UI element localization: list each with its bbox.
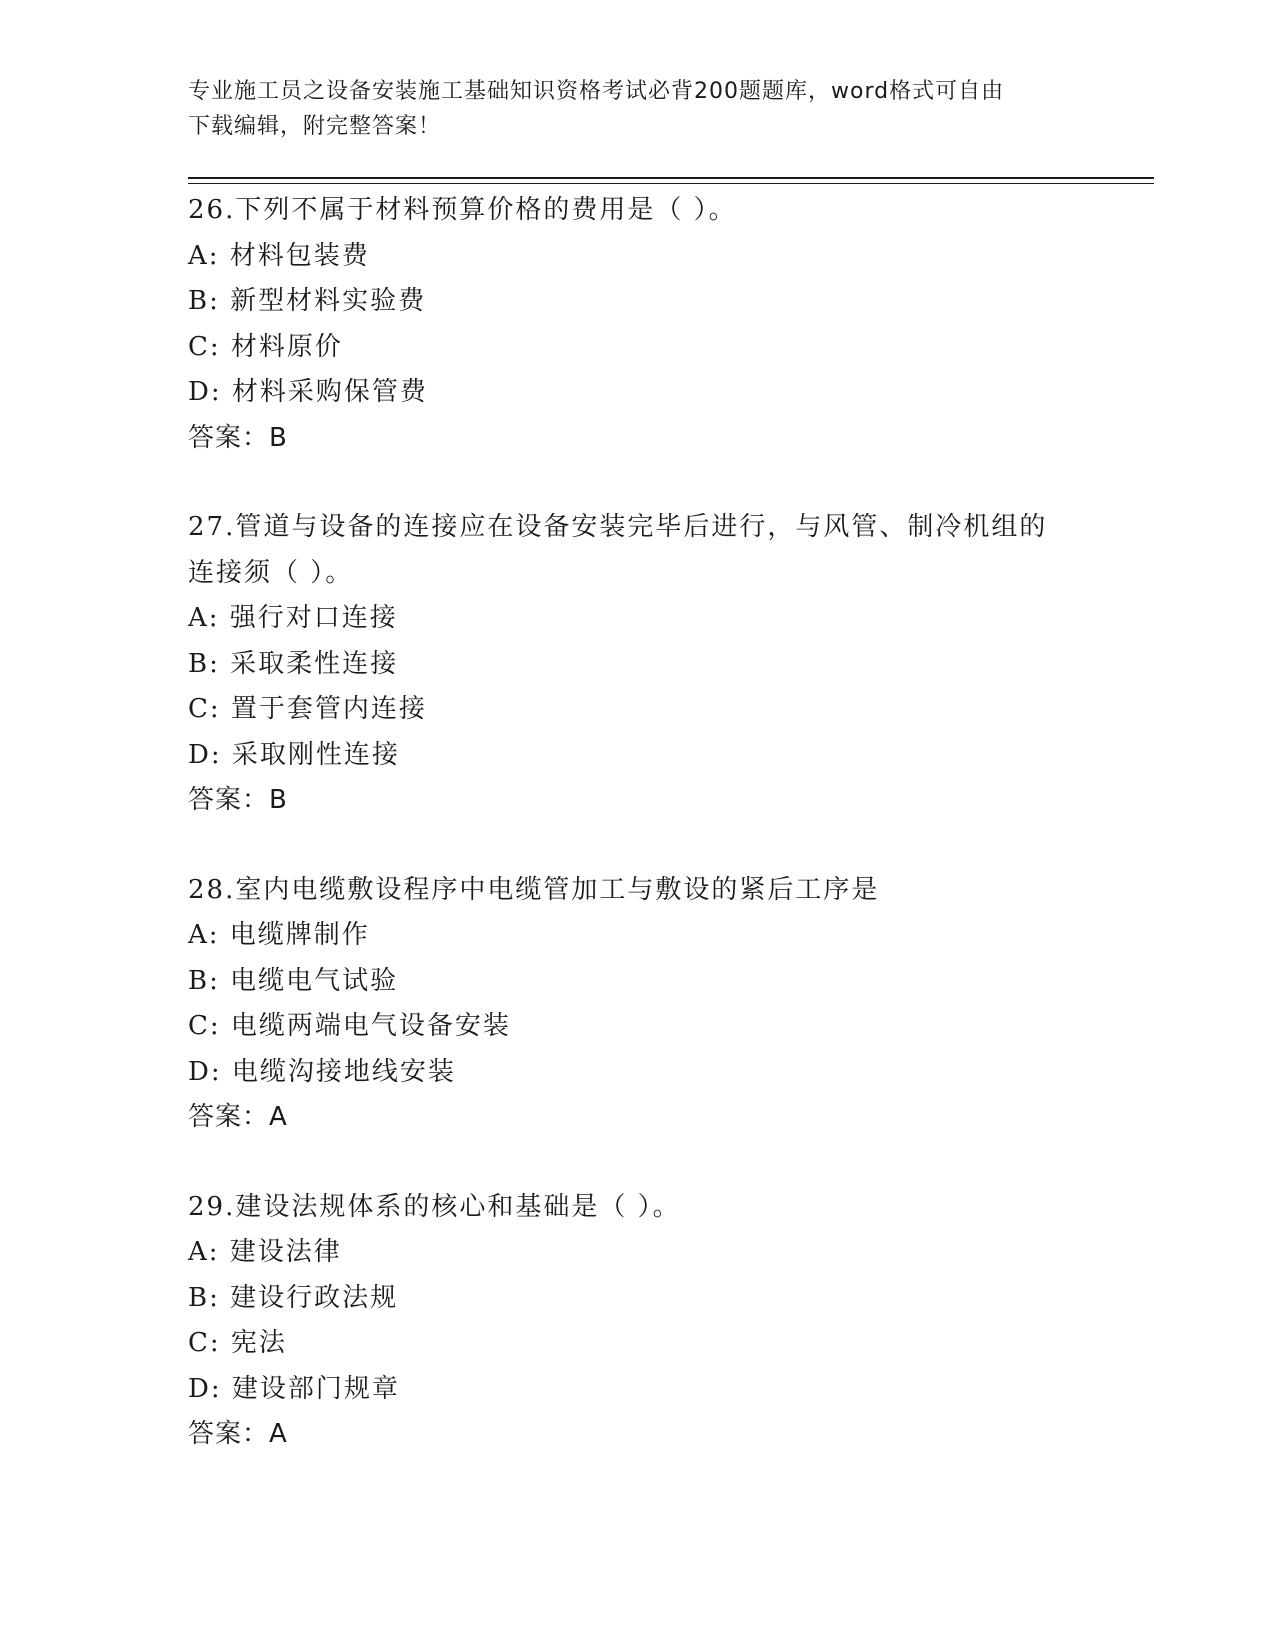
question-list [188,188,1088,1458]
option-a: A: 强行对口连接 [188,603,398,633]
option-b: B: 采取柔性连接 [188,648,399,679]
answer: 答案：A [188,1102,288,1132]
option-a: A: 材料包装费 [188,240,370,271]
question-stem: 27.管道与设备的连接应在设备安装完毕后进行，与风管、制冷机组的 [188,512,1048,542]
option-b: B: 新型材料实验费 [188,286,427,316]
option-c: C: 置于套管内连接 [188,694,427,724]
question-27 [188,505,1088,824]
question-stem-continued: 连接须（ ）。 [188,557,354,588]
option-c: C: 电缆两端电气设备安装 [188,1011,511,1041]
option-d: D: 建设部门规章 [188,1373,400,1404]
answer: 答案：B [188,785,288,815]
answer: 答案：A [188,1419,288,1449]
option-a: A: 建设法律 [188,1237,342,1267]
option-c: C: 材料原价 [188,331,343,362]
question-28 [188,868,1088,1141]
question-26 [188,188,1088,461]
option-d: D: 电缆沟接地线安装 [188,1056,456,1087]
option-d: D: 材料采购保管费 [188,377,428,407]
answer: 答案：B [188,422,288,453]
question-29 [188,1185,1088,1458]
header-divider-thin [188,183,1154,184]
header-divider-thick [188,177,1154,179]
option-b: B: 建设行政法规 [188,1282,399,1313]
option-b: B: 电缆电气试验 [188,965,399,996]
header-line-2: 下载编辑，附完整答案！ [188,114,442,139]
document-header [188,74,1068,144]
header-line-1: 专业施工员之设备安装施工基础知识资格考试必背200题题库，word格式可自由 [188,79,1005,104]
question-stem: 26.下列不属于材料预算价格的费用是（ ）。 [188,195,737,225]
option-a: A: 电缆牌制作 [188,920,370,950]
option-d: D: 采取刚性连接 [188,739,400,770]
option-c: C: 宪法 [188,1328,287,1358]
question-stem: 29.建设法规体系的核心和基础是（ ）。 [188,1191,681,1222]
question-stem: 28.室内电缆敷设程序中电缆管加工与敷设的紧后工序是 [188,874,880,905]
